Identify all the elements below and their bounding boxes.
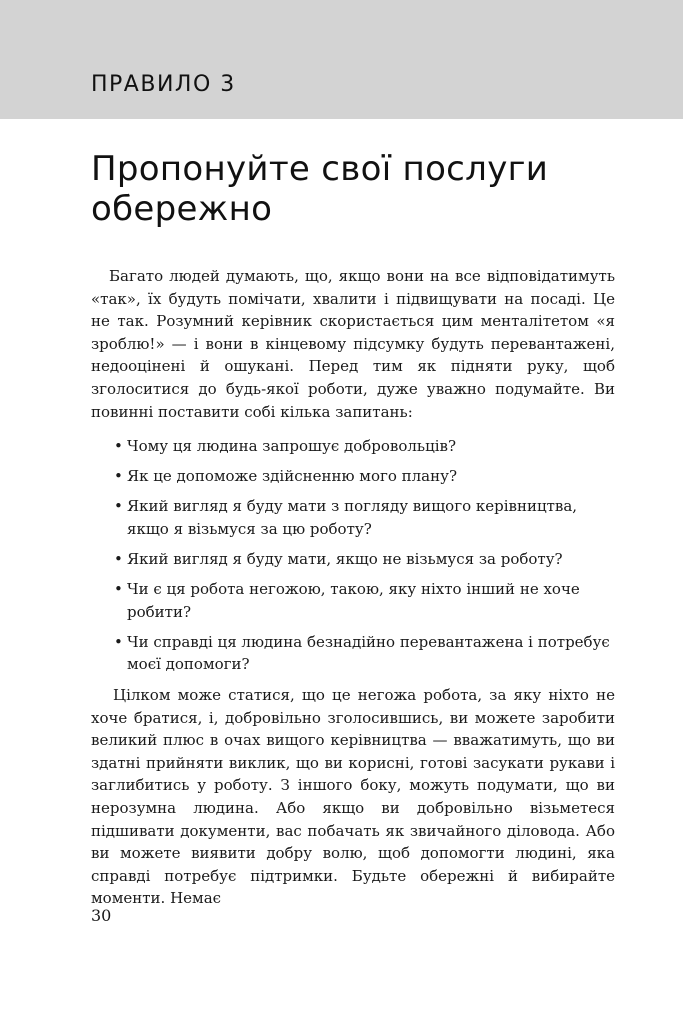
- chapter-header-band: [0, 0, 683, 119]
- bullet-marker: •: [114, 467, 123, 486]
- list-item: [91, 578, 615, 623]
- question-list: [91, 435, 615, 683]
- bullet-marker: •: [114, 497, 123, 516]
- question-text: Чи є ця робота негожою, такою, яку ніхто інший не хоче робити?: [127, 579, 580, 621]
- chapter-title: Пропонуйте свої послуги обережно: [91, 149, 549, 229]
- question-text: Який вигляд я буду мати з погляду вищого керівництва, якщо я візьмуся за цю роботу?: [127, 497, 578, 538]
- intro-paragraph: Багато людей думають, що, якщо вони на все відповідатимуть «так», їх будуть помічати, хвалити і підвищувати на посаді. Це не так. Розумний керівник скористається цим менталітетом «я зроблю!» — і вони в кінцевому підсумку будуть перевантажені, недооцінені й ошукані. Перед тим як підняти руку, щоб зголоситися до будь-якої роботи, дуже уважно подумайте. Ви повинні поставити собі кілька запитань:: [91, 267, 615, 421]
- question-text: Чому ця людина запрошує добровольців?: [127, 437, 457, 455]
- rule-label: ПРАВИЛО 3: [91, 72, 236, 97]
- question-text: Який вигляд я буду мати, якщо не візьмуся за роботу?: [127, 549, 563, 568]
- question-text: Чи справді ця людина безнадійно перевантажена і потребує моєї допомоги?: [127, 632, 610, 674]
- list-item: [91, 465, 615, 488]
- list-item: [91, 548, 615, 571]
- page-number: 30: [91, 906, 112, 925]
- list-item: [91, 495, 615, 540]
- bullet-marker: •: [114, 549, 123, 568]
- question-text: Як це допоможе здійсненню мого плану?: [127, 467, 457, 486]
- bullet-marker: •: [114, 437, 123, 455]
- bullet-marker: •: [114, 632, 123, 651]
- bullet-marker: •: [114, 579, 123, 598]
- list-item: [91, 631, 615, 676]
- list-item: [91, 435, 615, 458]
- body-paragraph: Цілком може статися, що це негожа робота, за яку ніхто не хоче братися, і, добровільно зголосившись, ви можете заробити великий плюс в очах вищого керівництва — вважатимуть, що ви здатні прийняти виклик, що ви корисні, готові засукати рукави і заглибитись у роботу. З іншого боку, можуть подумати, що ви нерозумна людина. Або якщо ви добровільно візьметеся підшивати документи, вас побачать як звичайного діловода. Або ви можете виявити добру волю, щоб допомогти людині, яка справді потребує підтримки. Будьте обережні й вибирайте моменти. Немає: [91, 686, 615, 908]
